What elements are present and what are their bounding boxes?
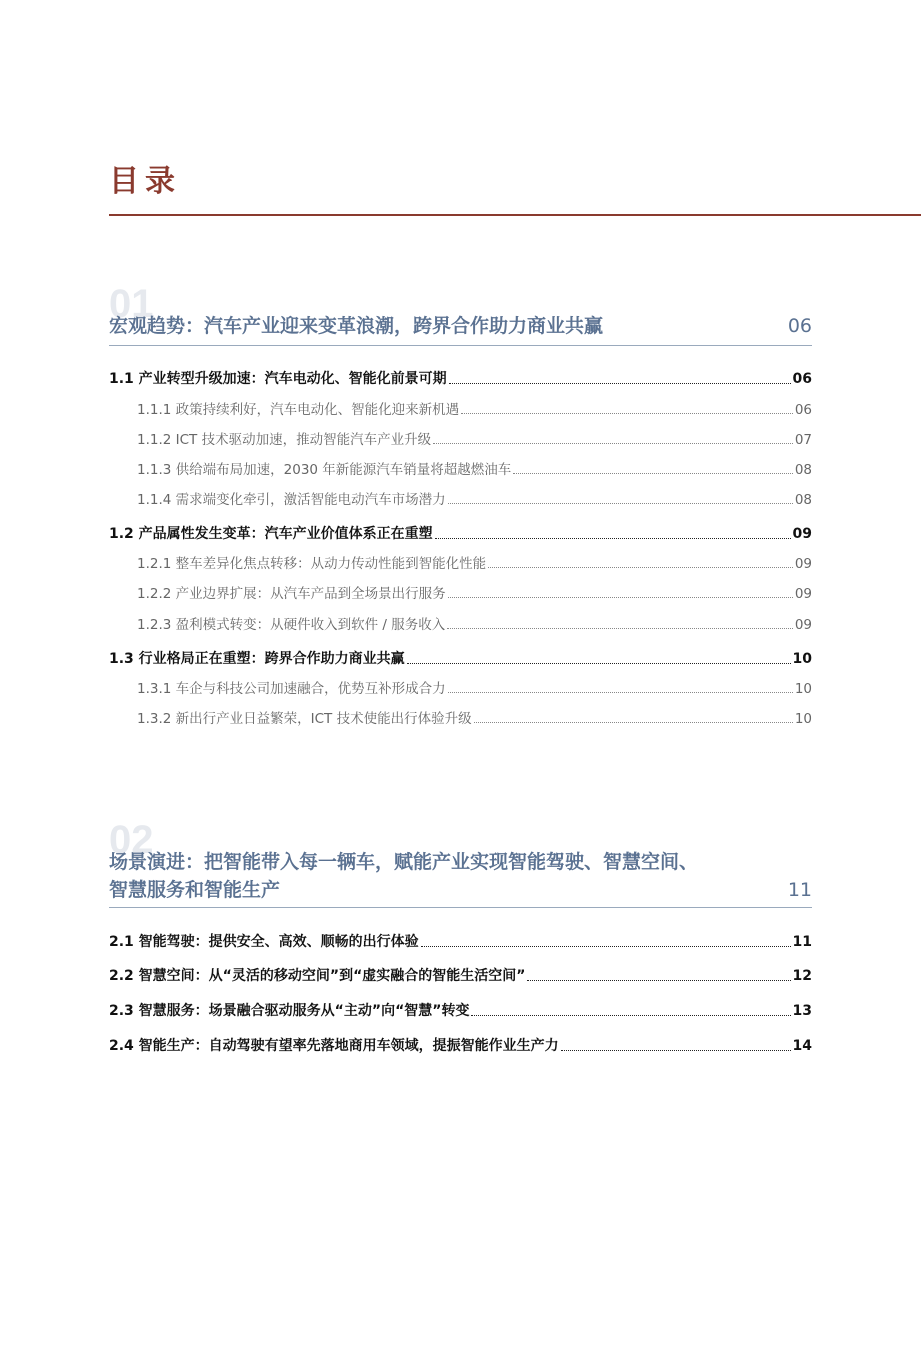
leader-dots: [561, 1050, 791, 1051]
toc-entry-page: 06: [794, 402, 812, 418]
toc-entry-page: 13: [792, 1003, 812, 1019]
toc-entry-label: 2.3 智慧服务：场景融合驱动服务从“主动”向“智慧”转变: [109, 1003, 470, 1019]
leader-dots: [449, 383, 791, 384]
section-heading[interactable]: [109, 312, 812, 340]
toc-entry-page: 09: [794, 617, 812, 633]
toc-entry[interactable]: [109, 1000, 812, 1020]
toc-entry[interactable]: [109, 368, 812, 388]
toc-subentry[interactable]: [137, 552, 812, 572]
section-divider: [109, 345, 812, 346]
toc-entry-label: 1.2.1 整车差异化焦点转移：从动力传动性能到智能化性能: [137, 556, 487, 572]
toc-subentry[interactable]: [137, 613, 812, 633]
toc-entry-label: 1.1.4 需求端变化牵引，激活智能电动汽车市场潜力: [137, 492, 446, 508]
toc-entry-label: 1.2.3 盈利模式转变：从硬件收入到软件 / 服务收入: [137, 617, 446, 633]
section-heading-text: 智慧服务和智能生产: [109, 879, 281, 901]
toc-entry-page: 06: [792, 371, 812, 387]
toc-entry-page: 10: [794, 711, 812, 727]
toc-entry[interactable]: [109, 648, 812, 668]
toc-entry-page: 11: [792, 934, 812, 950]
toc-entry-page: 09: [794, 586, 812, 602]
toc-entry[interactable]: [109, 1035, 812, 1055]
leader-dots: [474, 722, 793, 723]
leader-dots: [448, 597, 793, 598]
leader-dots: [447, 628, 793, 629]
toc-subentry[interactable]: [137, 428, 812, 448]
toc-entry-label: 2.1 智能驾驶：提供安全、高效、顺畅的出行体验: [109, 934, 419, 950]
leader-dots: [471, 1015, 790, 1016]
leader-dots: [407, 663, 791, 664]
toc-entry-page: 08: [794, 462, 812, 478]
toc-entry-page: 09: [792, 526, 812, 542]
toc-entry-page: 09: [794, 556, 812, 572]
toc-entry-page: 14: [792, 1038, 812, 1054]
leader-dots: [461, 413, 793, 414]
toc-entry-page: 10: [792, 651, 812, 667]
toc-subentry[interactable]: [137, 707, 812, 727]
toc-entry-page: 07: [794, 432, 812, 448]
section-heading-text: 场景演进：把智能带入每一辆车，赋能产业实现智能驾驶、智慧空间、: [109, 851, 699, 873]
toc-entry-label: 1.1.1 政策持续利好，汽车电动化、智能化迎来新机遇: [137, 402, 460, 418]
toc-subentry[interactable]: [137, 582, 812, 602]
title-divider: [109, 214, 921, 216]
leader-dots: [527, 980, 790, 981]
leader-dots: [448, 503, 793, 504]
toc-subentry[interactable]: [137, 458, 812, 478]
toc-subentry[interactable]: [137, 488, 812, 508]
section-page-number: 11: [787, 879, 812, 901]
section-heading[interactable]: [109, 848, 812, 904]
toc-entry[interactable]: [109, 523, 812, 543]
toc-entry-label: 1.1.3 供给端布局加速，2030 年新能源汽车销量将超越燃油车: [137, 462, 512, 478]
toc-entry-label: 1.3 行业格局正在重塑：跨界合作助力商业共赢: [109, 651, 405, 667]
toc-subentry[interactable]: [137, 677, 812, 697]
leader-dots: [513, 473, 793, 474]
toc-entry-label: 2.4 智能生产：自动驾驶有望率先落地商用车领域，提振智能作业生产力: [109, 1038, 559, 1054]
leader-dots: [435, 538, 791, 539]
toc-entry-page: 10: [794, 681, 812, 697]
toc-entry-label: 1.3.1 车企与科技公司加速融合，优势互补形成合力: [137, 681, 446, 697]
section-heading-text: 宏观趋势：汽车产业迎来变革浪潮，跨界合作助力商业共赢: [109, 315, 604, 337]
toc-entry-page: 12: [792, 968, 812, 984]
toc-subentry[interactable]: [137, 398, 812, 418]
section-number: 01: [109, 282, 154, 326]
toc-entry[interactable]: [109, 965, 812, 985]
toc-entry-label: 2.2 智慧空间：从“灵活的移动空间”到“虚实融合的智能生活空间”: [109, 968, 526, 984]
toc-entry-label: 1.1.2 ICT 技术驱动加速，推动智能汽车产业升级: [137, 432, 432, 448]
toc-entry[interactable]: [109, 931, 812, 951]
leader-dots: [421, 946, 791, 947]
leader-dots: [448, 692, 793, 693]
toc-entry-page: 08: [794, 492, 812, 508]
section-page-number: 06: [787, 315, 812, 337]
page-title: 目录: [109, 164, 181, 199]
section-number: 02: [109, 818, 154, 862]
toc-entry-label: 1.2 产品属性发生变革：汽车产业价值体系正在重塑: [109, 526, 433, 542]
leader-dots: [433, 443, 793, 444]
leader-dots: [488, 567, 793, 568]
toc-entry-label: 1.3.2 新出行产业日益繁荣，ICT 技术使能出行体验升级: [137, 711, 472, 727]
toc-entry-label: 1.1 产业转型升级加速：汽车电动化、智能化前景可期: [109, 371, 447, 387]
section-divider: [109, 907, 812, 908]
toc-entry-label: 1.2.2 产业边界扩展：从汽车产品到全场景出行服务: [137, 586, 446, 602]
